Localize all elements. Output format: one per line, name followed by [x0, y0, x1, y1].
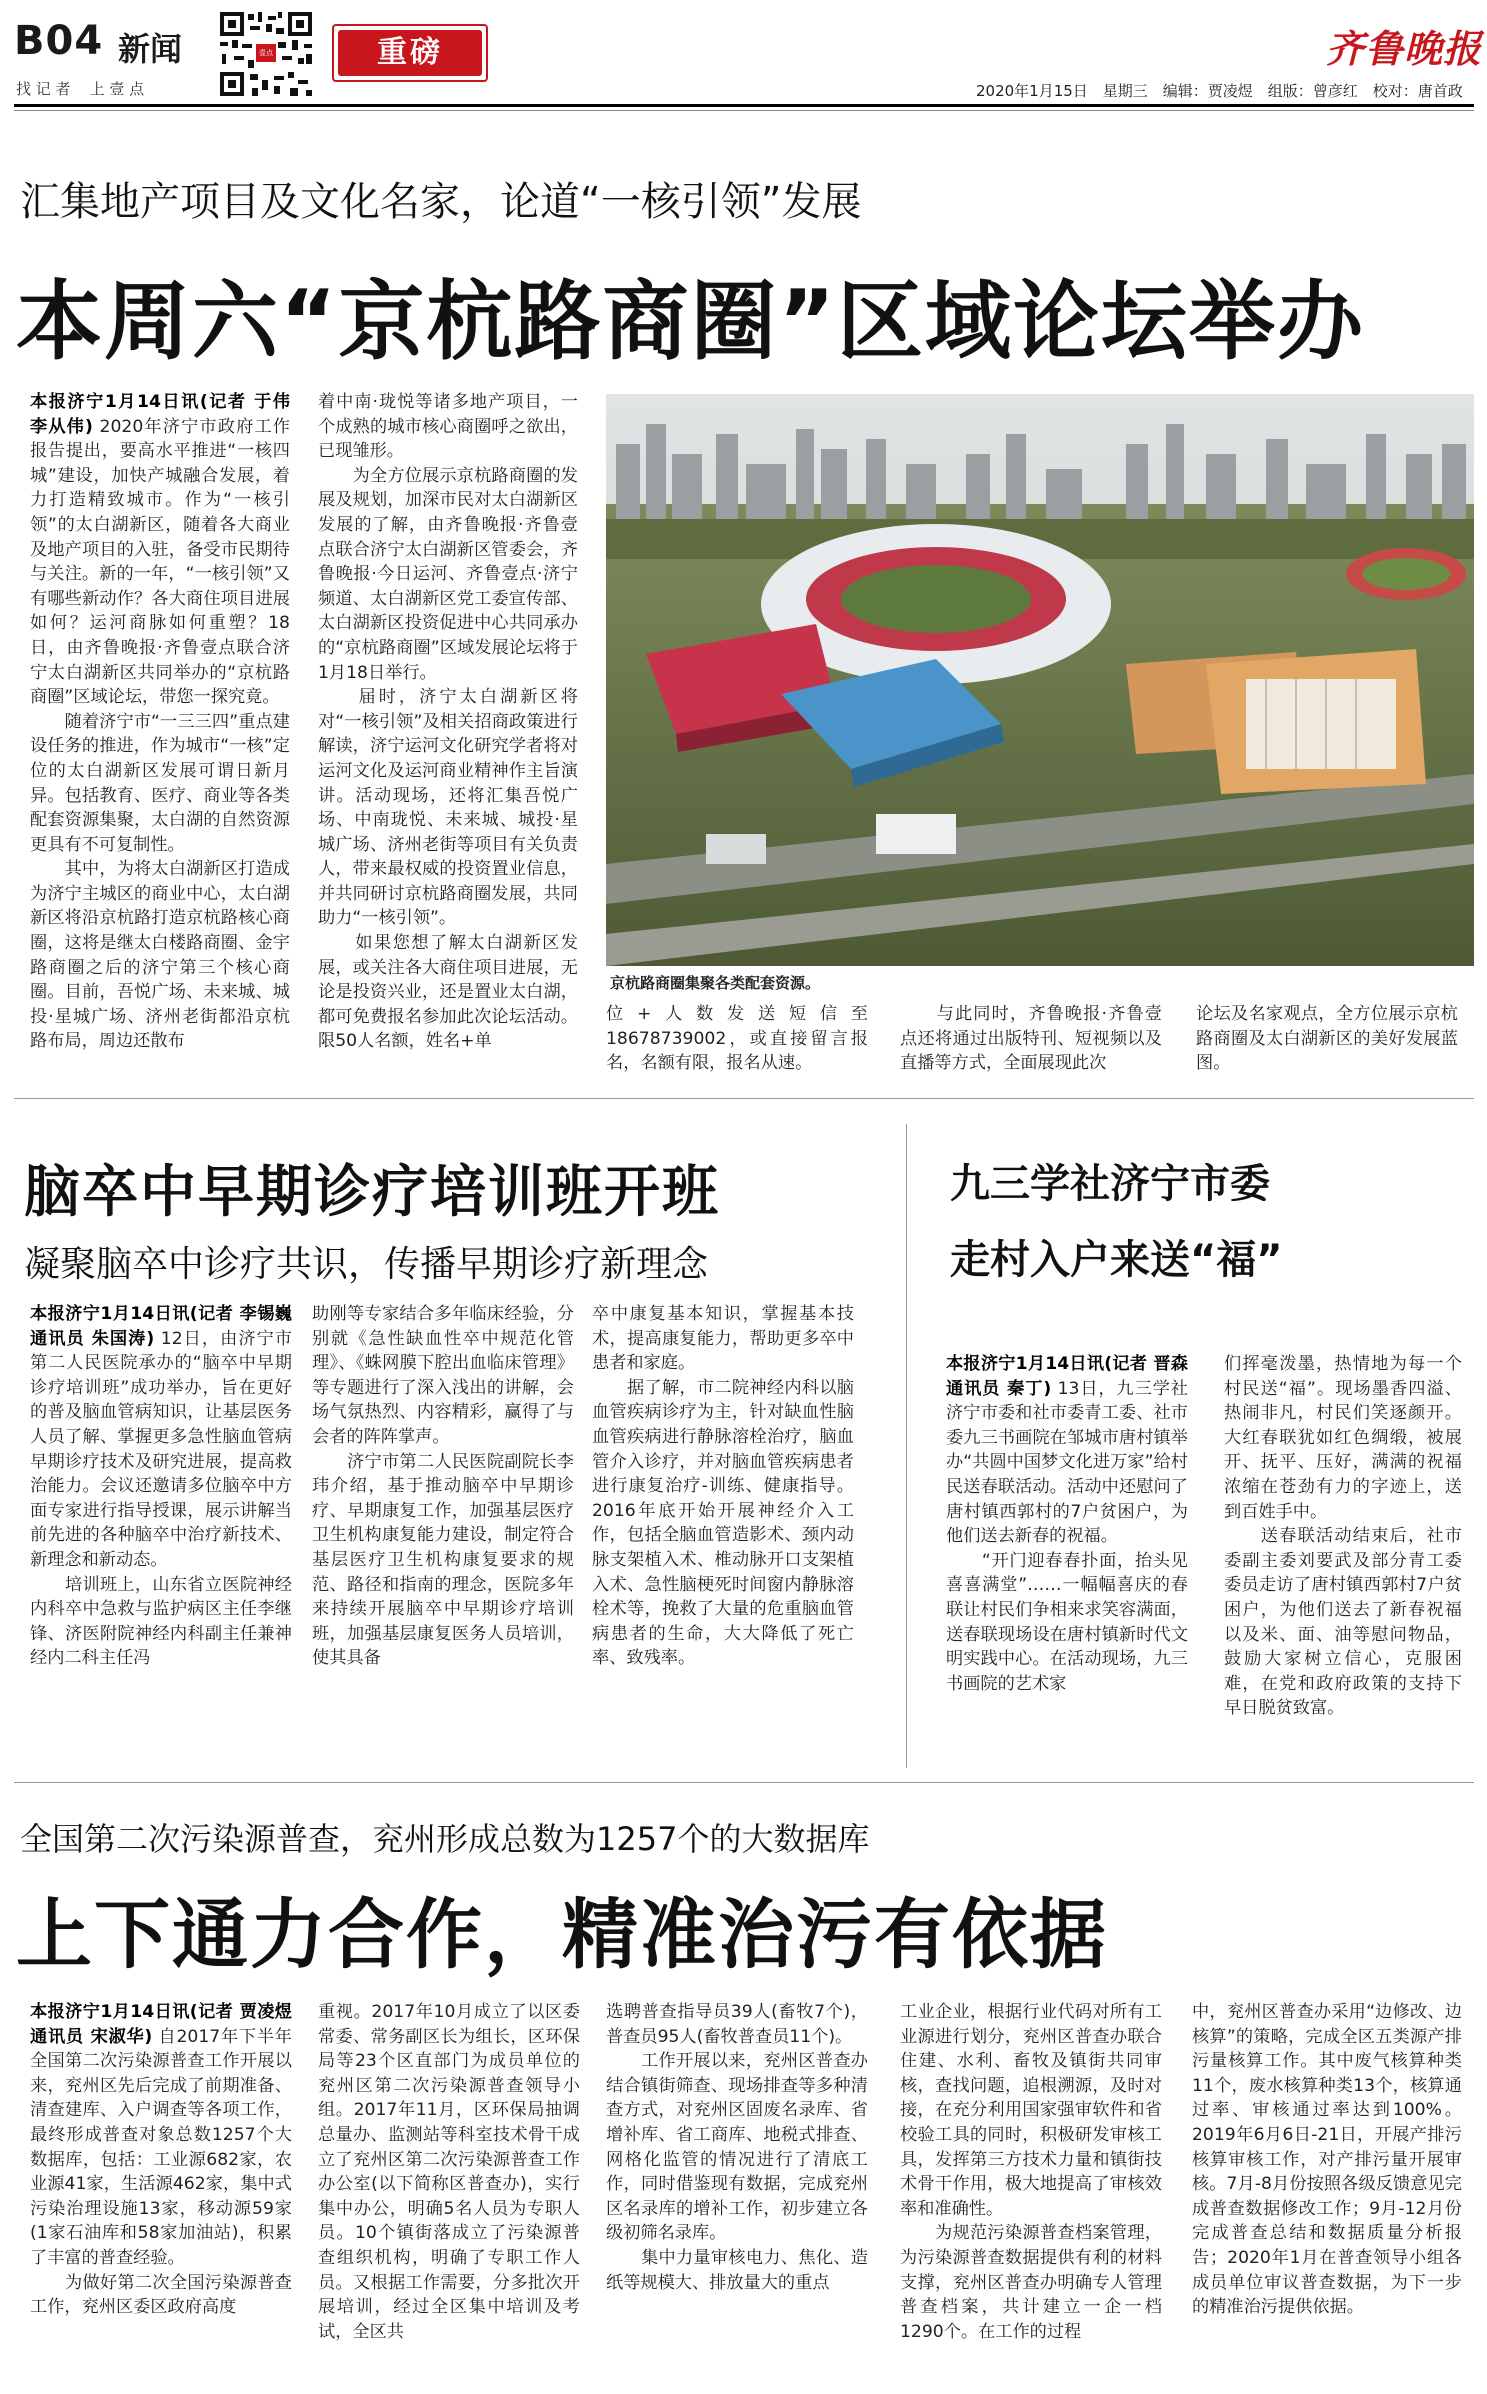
- article2-column-1: [30, 1302, 292, 1671]
- article1-column-5: [1196, 1002, 1458, 1076]
- article1-column-1: [30, 390, 290, 1054]
- paper-logo: 齐鲁晚报: [1326, 26, 1483, 71]
- article2-column-2: [312, 1302, 574, 1671]
- article3-headline-line2: 走村入户来送“福”: [950, 1237, 1283, 1283]
- article1-photo-caption: 京杭路商圈集聚各类配套资源。: [610, 974, 821, 992]
- article1-col3-text: 位+人数发送短信至18678739002，或直接留言报名，名额有限，报名从速。: [606, 1004, 868, 1074]
- article4-col1-text: 本报济宁1月14日讯(记者 贾凌煜 通讯员 宋淑华) 自2017年下半年全国第二次污染源普查工作开展以来，兖州区先后完成了前期准备、清查建库、入户调查等各项工作，最终形成普查对象总数1257个大数据库，包括：工业源682家，农业源41家，生活源462家，集中式污染治理设施13家，移动源59家(1家石油库和58家加油站)，积累了丰富的普查经验。 为做好第二次全国污染源普查工作，兖州区委区政府高度: [30, 2002, 292, 2318]
- article2-subhead: 凝聚脑卒中诊疗共识，传播早期诊疗新理念: [24, 1244, 709, 1285]
- qr-label: 壹点: [259, 49, 273, 57]
- article4-column-1: [30, 2000, 292, 2320]
- masthead-tagline: 找 记 者 上 壹 点: [16, 80, 145, 98]
- article2-col1-text: 本报济宁1月14日讯(记者 李锡巍 通讯员 朱国涛) 12日，由济宁市第二人民医院承办的“脑卒中早期诊疗培训班”成功举办，旨在更好的普及脑血管病知识，让基层医务人员了解、掌握更多急性脑血管病早期诊疗技术及研究进展，提高救治能力。会议还邀请多位脑卒中方面专家进行指导授课，展示讲解当前先进的各种脑卒中治疗新技术、新理念和新动态。 培训班上，山东省立医院神经内科卒中急救与监护病区主任李继锋、济医附院神经内科副主任兼神经内二科主任冯: [30, 1304, 292, 1669]
- divider-2: [14, 1782, 1474, 1783]
- date-line: 2020年1月15日 星期三 编辑：贾凌煜 组版：曾彦红 校对：唐首政: [976, 82, 1463, 100]
- article4-column-3: [606, 2000, 868, 2295]
- article1-col5-text: 论坛及名家观点，全方位展示京杭路商圈及太白湖新区的美好发展蓝图。: [1196, 1004, 1458, 1074]
- article4-column-2: [318, 2000, 580, 2344]
- category-badge: [332, 24, 488, 82]
- article4-col3-text: 选聘普查指导员39人(畜牧7个)，普查员95人(畜牧普查员11个)。 工作开展以来，兖州区普查办结合镇街筛查、现场排查等多种清查方式，对兖州区固废名录库、省增补库、省工商库、地税式排查、网格化监管的情况进行了清底工作，同时借鉴现有数据，完成兖州区名录库的增补工作，初步建立各级初筛名录库。 集中力量审核电力、焦化、造纸等规模大、排放量大的重点: [606, 2002, 868, 2293]
- article3-column-1: [946, 1352, 1188, 1696]
- article1-kicker: 汇集地产项目及文化名家，论道“一核引领”发展: [20, 179, 862, 225]
- article4-col4-text: 工业企业，根据行业代码对所有工业源进行划分，兖州区普查办联合住建、水利、畜牧及镇街共同审核，查找问题，追根溯源，及时对接，在充分利用国家强审软件和省校验工具的同时，积极研发审核工具，发挥第三方技术力量和镇街技术骨干作用，极大地提高了审核效率和准确性。 为规范污染源普查档案管理，为污染源普查数据提供有利的材料支撑，兖州区普查办明确专人管理普查档案，共计建立一企一档1290个。在工作的过程: [900, 2002, 1162, 2342]
- article2-col2-text: 助刚等专家结合多年临床经验，分别就《急性缺血性卒中规范化管理》、《蛛网膜下腔出血临床管理》等专题进行了深入浅出的讲解，会场气氛热烈、内容精彩，赢得了与会者的阵阵掌声。 济宁市第二人民医院副院长李玮介绍，基于推动脑卒中早期诊疗、早期康复工作，加强基层医疗卫生机构康复能力建设，制定符合基层医疗卫生机构康复要求的规范、路径和指南的理念，医院多年来持续开展脑卒中早期诊疗培训班，加强基层康复医务人员培训，使其具备: [312, 1304, 574, 1669]
- article4-column-5: [1192, 2000, 1462, 2320]
- qr-code-icon: [218, 10, 314, 98]
- article3-headline-line1: 九三学社济宁市委: [950, 1161, 1270, 1207]
- article1-headline: 本周六“京杭路商圈”区域论坛举办: [16, 272, 1366, 372]
- article1-column-3: [606, 1002, 868, 1076]
- article1-col1-text: 本报济宁1月14日讯(记者 于伟 李从伟) 2020年济宁市政府工作报告提出，要高水平推进“一核四城”建设，加快产城融合发展，着力打造精致城市。作为“一核引领”的太白湖新区，随着各大商业及地产项目的入驻，备受市民期待与关注。新的一年，“一核引领”又有哪些新动作？各大商住项目进展如何？运河商脉如何重塑？18日，由齐鲁晚报·齐鲁壹点联合济宁太白湖新区共同举办的“京杭路商圈”区域论坛，带您一探究竟。 随着济宁市“一三三四”重点建设任务的推进，作为城市“一核”定位的太白湖新区发展可谓日新月异。包括教育、医疗、商业等各类配套资源集聚，太白湖的自然资源更具有不可复制性。 其中，为将太白湖新区打造成为济宁主城区的商业中心，太白湖新区将沿京杭路打造京杭路核心商圈，这将是继太白楼路商圈、金宇路商圈之后的济宁第三个核心商圈。目前，吾悦广场、未来城、城投·星城广场、济州老街都沿京杭路布局，周边还散布: [30, 392, 290, 1052]
- article1-col4-text: 与此同时，齐鲁晚报·齐鲁壹点还将通过出版特刊、短视频以及直播等方式，全面展现此次: [900, 1004, 1162, 1074]
- article3-col1-text: 本报济宁1月14日讯(记者 晋森 通讯员 秦丁) 13日，九三学社济宁市委和社市委青工委、社市委九三书画院在邹城市唐村镇举办“共圆中国梦文化进万家”给村民送春联活动。活动中还慰问了唐村镇西郭村的7户贫困户，为他们送去新春的祝福。 “开门迎春春扑面，抬头见喜喜满堂”……一幅幅喜庆的春联让村民们争相来求笑容满面，送春联现场设在唐村镇新时代文明实践中心。在活动现场，九三书画院的艺术家: [946, 1354, 1188, 1694]
- article1-photo: [606, 394, 1474, 966]
- vertical-divider: [906, 1124, 907, 1768]
- section-name: 新闻: [118, 30, 183, 68]
- page-code: B04: [14, 18, 104, 64]
- article2-column-3: [592, 1302, 854, 1671]
- masthead-rule-thin: [14, 110, 1474, 111]
- article3-column-2: [1224, 1352, 1462, 1721]
- masthead-rule: [14, 104, 1474, 107]
- article1-column-2: [318, 390, 578, 1054]
- article1-column-4: [900, 1002, 1162, 1076]
- article4-col2-text: 重视。2017年10月成立了以区委常委、常务副区长为组长，区环保局等23个区直部门为成员单位的兖州区第二次污染源普查领导小组。2017年11月，区环保局抽调总量办、监测站等科室技术骨干成立了兖州区第二次污染源普查工作办公室(以下简称区普查办)，实行集中办公，明确5名人员为专职人员。10个镇街落成立了污染源普查组织机构，明确了专职工作人员。又根据工作需要，分多批次开展培训，经过全区集中培训及考试，全区共: [318, 2002, 580, 2342]
- article1-col2-text: 着中南·珑悦等诸多地产项目，一个成熟的城市核心商圈呼之欲出，已现雏形。 为全方位展示京杭路商圈的发展及规划，加深市民对太白湖新区发展的了解，由齐鲁晚报·齐鲁壹点联合济宁太白湖新区管委会，齐鲁晚报·今日运河、齐鲁壹点·济宁频道、太白湖新区党工委宣传部、太白湖新区投资促进中心共同承办的“京杭路商圈”区域发展论坛将于1月18日举行。 届时，济宁太白湖新区将对“一核引领”及相关招商政策进行解读，济宁运河文化研究学者将对运河文化及运河商业精神作主旨演讲。活动现场，还将汇集吾悦广场、中南珑悦、未来城、城投·星城广场、济州老街等项目有关负责人，带来最权威的投资置业信息，并共同研讨京杭路商圈发展，共同助力“一核引领”。 如果您想了解太白湖新区发展，或关注各大商住项目进展，无论是投资兴业，还是置业太白湖，都可免费报名参加此次论坛活动。限50人名额，姓名+单: [318, 392, 578, 1052]
- article2-col3-text: 卒中康复基本知识，掌握基本技术，提高康复能力，帮助更多卒中患者和家庭。 据了解，市二院神经内科以脑血管疾病诊疗为主，针对缺血性脑血管疾病进行静脉溶栓治疗，脑血管介入诊疗，并对脑血管疾病患者进行康复治疗-训练、健康指导。2016年底开始开展神经介入工作，包括全脑血管造影术、颈内动脉支架植入术、椎动脉开口支架植入术、急性脑梗死时间窗内静脉溶栓术等，挽救了大量的危重脑血管病患者的生命，大大降低了死亡率、致残率。: [592, 1304, 854, 1669]
- article4-col5-text: 中，兖州区普查办采用“边修改、边核算”的策略，完成全区五类源产排污量核算工作。其中废气核算种类11个，废水核算种类13个，核算通过率、审核通过率达到100%。2019年6月6日-21日，开展产排污核算审核工作，对产排污量开展审核。7月-8月份按照各级反馈意见完成普查数据修改工作；9月-12月份完成普查总结和数据质量分析报告；2020年1月在普查领导小组各成员单位审议普查数据，为下一步的精准治污提供依据。: [1192, 2002, 1462, 2318]
- category-badge-label: 重磅: [377, 35, 443, 70]
- divider-1: [14, 1098, 1474, 1099]
- article2-headline: 脑卒中早期诊疗培训班开班: [24, 1160, 720, 1225]
- article4-column-4: [900, 2000, 1162, 2344]
- article4-headline: 上下通力合作，精准治污有依据: [16, 1890, 1108, 1979]
- article3-col2-text: 们挥毫泼墨，热情地为每一个村民送“福”。现场墨香四溢、热闹非凡，村民们笑逐颜开。大红春联犹如红色绸缎，被展开、抚平、压好，满满的祝福浓缩在苍劲有力的字迹上，送到百姓手中。 送春联活动结束后，社市委副主委刘要武及部分青工委委员走访了唐村镇西郭村7户贫困户，为他们送去了新春祝福以及米、面、油等慰问物品，鼓励大家树立信心，克服困难，在党和政府政策的支持下早日脱贫致富。: [1224, 1354, 1462, 1719]
- article4-kicker: 全国第二次污染源普查，兖州形成总数为1257个的大数据库: [20, 1820, 870, 1858]
